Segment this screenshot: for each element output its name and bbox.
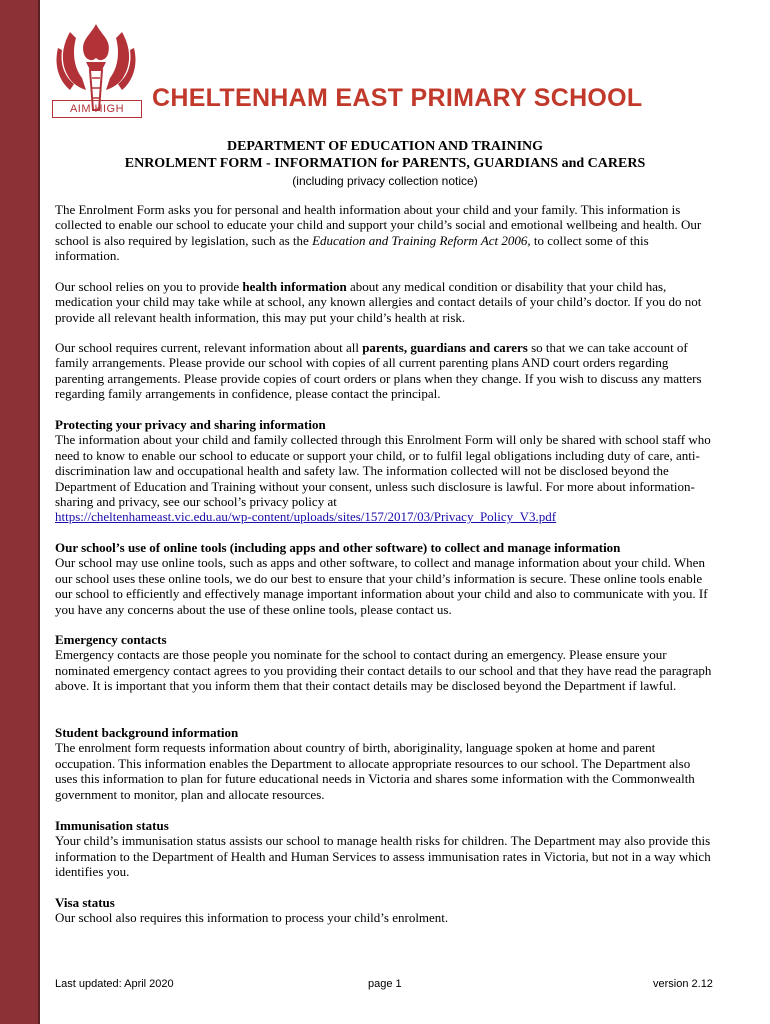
- section-title: Immunisation status: [55, 818, 169, 833]
- form-title: ENROLMENT FORM - INFORMATION for PARENTS, GUARDIANS and CARERS: [124, 156, 646, 171]
- school-name: CHELTENHAM EAST PRIMARY SCHOOL: [152, 84, 643, 112]
- intro-text: to collect some of this information.: [55, 232, 649, 264]
- section-body: Your child’s immunisation status assists our school to manage health risks for children. The Department may also provide this information to the Department of Health and Human Services to assess immunisation rates in Victoria, but not in a way which identifies you.: [55, 833, 711, 880]
- footer-page-number: page 1: [368, 978, 402, 990]
- intro-act-name: Education and Training Reform Act 2006,: [312, 232, 531, 248]
- section-body: Our school may use online tools, such as apps and other software, to collect and manage information about your child. When our school uses these online tools, we do our best to ensure that your child’s information is secure. These online tools enable our school to efficiently and effectively manage important information about your child and also to communicate with you. If you have any concerns about the use of these online tools, please contact us.: [55, 555, 708, 617]
- intro-text: Our school relies on you to provide: [55, 279, 243, 294]
- intro-text: Our school requires current, relevant information about all: [55, 340, 363, 355]
- section-body: The information about your child and family collected through this Enrolment Form will only be shared with school staff who need to know to enable our school to educate or support your child, or to fulfil legal obligations including duty of care, anti-discrimination law and occupational health and safety law. The information collected will not be disclosed beyond the Department of Education and Training without your consent, unless such disclosure is lawful. For more about information-sharing and privacy, see our school’s privacy policy at: [55, 432, 711, 510]
- intro-text: so that we can take account of family arrangements. Please provide our school with copies of all current parenting plans AND court orders regarding parenting arrangements. Please provide copies of court orders or plans when they change. If you wish to discuss any matters regarding family arrangements in confidence, please contact the principal.: [55, 340, 702, 402]
- section-title: Visa status: [55, 895, 115, 910]
- section-body: Emergency contacts are those people you nominate for the school to contact during an emergency. Please ensure your nominated emergency contact agrees to you providing their contact details to our school and that they have read the paragraph above. It is important that you inform them that their contact details may be disclosed beyond the Department if lawful.: [55, 647, 712, 694]
- footer-version: version 2.12: [653, 978, 713, 990]
- intro-paragraph-3: [55, 340, 715, 402]
- section-title: Emergency contacts: [55, 632, 167, 647]
- section-title: Protecting your privacy and sharing information: [55, 417, 326, 432]
- intro-paragraph-1: [55, 202, 715, 264]
- department-title: DEPARTMENT OF EDUCATION AND TRAINING: [226, 139, 544, 154]
- section-title: Our school’s use of online tools (including apps and other software) to collect and manage information: [55, 540, 621, 555]
- section-privacy: [55, 417, 715, 525]
- privacy-policy-link[interactable]: https://cheltenhameast.vic.edu.au/wp-content/uploads/sites/157/2017/03/Privacy_Policy_V3.pdf: [55, 509, 557, 525]
- section-body: Our school also requires this information to process your child’s enrolment.: [55, 910, 449, 926]
- intro-text: about any medical condition or disability that your child has, medication your child may take while at school, any known allergies and contact details of your child’s doctor. If you do not provide all relevant health information, this may put your child’s health at risk.: [55, 279, 702, 325]
- intro-emphasis: health information: [242, 279, 347, 294]
- section-title: Student background information: [55, 725, 239, 740]
- section-online-tools: [55, 540, 715, 617]
- section-emergency-contacts: [55, 632, 715, 694]
- intro-emphasis: parents, guardians and carers: [362, 340, 528, 355]
- section-visa: [55, 895, 715, 926]
- logo-motto: AIM HIGH: [52, 100, 142, 118]
- form-subtitle: (including privacy collection notice): [292, 174, 478, 188]
- intro-paragraph-2: [55, 279, 715, 325]
- intro-text: The Enrolment Form asks you for personal and health information about your child and your family. This information is collected to enable our school to educate your child and support your child’s social and emotional wellbeing and health. Our school is also required by legislation, such as the: [55, 202, 702, 248]
- footer-last-updated: Last updated: April 2020: [55, 978, 174, 990]
- section-body: The enrolment form requests information about country of birth, aboriginality, language spoken at home and parent occupation. This information enables the Department to allocate appropriate resources to our school. The Department also uses this information to plan for future educational needs in Victoria and shares some information with the Commonwealth government to monitor, plan and allocate resources.: [55, 740, 695, 802]
- section-student-background: [55, 725, 715, 802]
- section-immunisation: [55, 818, 715, 880]
